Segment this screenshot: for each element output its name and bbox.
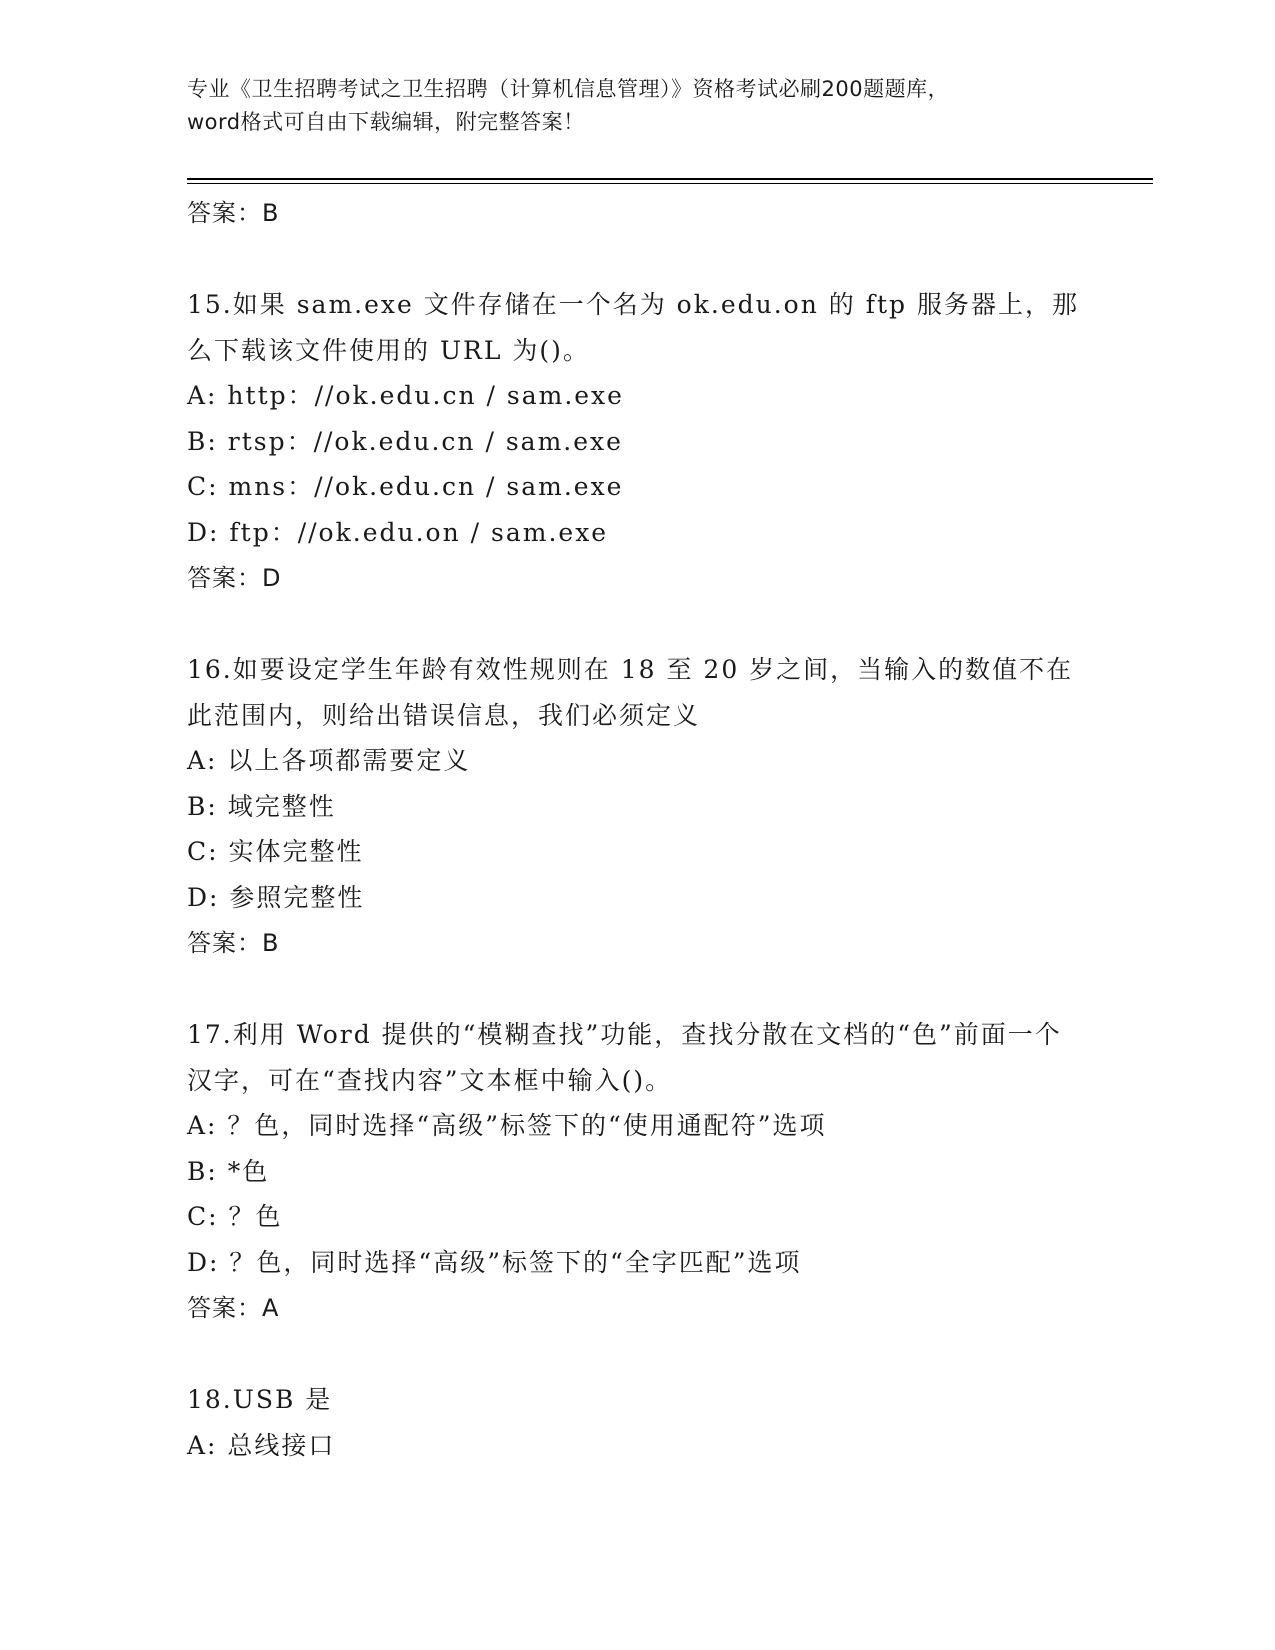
previous-answer: 答案：B (187, 199, 280, 227)
question-text: 16.如要设定学生年龄有效性规则在 18 至 20 岁之间，当输入的数值不在此范围内，则给出错误信息，我们必须定义 (187, 655, 1074, 730)
question-list (187, 190, 1087, 1468)
option-b: B: 域完整性 (187, 791, 336, 821)
option-c: C: ？色 (187, 1202, 283, 1231)
question-16 (187, 647, 1087, 966)
option-b: B: *色 (187, 1156, 270, 1186)
spacer (187, 1331, 1087, 1377)
header-rule-thick (187, 178, 1153, 180)
answer: 答案：D (187, 564, 282, 592)
option-a: A: 总线接口 (187, 1430, 336, 1460)
option-c: C: 实体完整性 (187, 837, 364, 866)
spacer (187, 236, 1087, 282)
question-18 (187, 1377, 1087, 1468)
option-a: A: ？色，同时选择“高级”标签下的“使用通配符”选项 (187, 1111, 827, 1140)
header-line-1: 专业《卫生招聘考试之卫生招聘（计算机信息管理）》资格考试必刷200题题库， (187, 77, 950, 101)
answer: 答案：B (187, 929, 280, 957)
option-d: D: ftp：//ok.edu.on / sam.exe (187, 517, 609, 547)
option-b: B: rtsp：//ok.edu.cn / sam.exe (187, 426, 623, 456)
question-17 (187, 1012, 1087, 1331)
question-text: 18.USB 是 (187, 1385, 333, 1414)
option-a: A: 以上各项都需要定义 (187, 746, 471, 775)
question-text: 15.如果 sam.exe 文件存储在一个名为 ok.edu.on 的 ftp 服务器上，那么下载该文件使用的 URL 为()。 (187, 290, 1079, 365)
spacer (187, 966, 1087, 1012)
question-15 (187, 282, 1087, 601)
question-text: 17.利用 Word 提供的“模糊查找”功能，查找分散在文档的“色”前面一个汉字，可在“查找内容”文本框中输入()。 (187, 1020, 1062, 1095)
option-a: A: http：//ok.edu.cn / sam.exe (187, 381, 624, 410)
header-rule-thin (187, 183, 1153, 184)
answer: 答案：A (187, 1294, 280, 1322)
header-line-2: word格式可自由下载编辑，附完整答案！ (187, 110, 585, 134)
document-header (187, 73, 1087, 139)
option-c: C: mns：//ok.edu.cn / sam.exe (187, 472, 624, 501)
spacer (187, 601, 1087, 647)
option-d: D: ？色，同时选择“高级”标签下的“全字匹配”选项 (187, 1247, 802, 1277)
option-d: D: 参照完整性 (187, 882, 365, 912)
